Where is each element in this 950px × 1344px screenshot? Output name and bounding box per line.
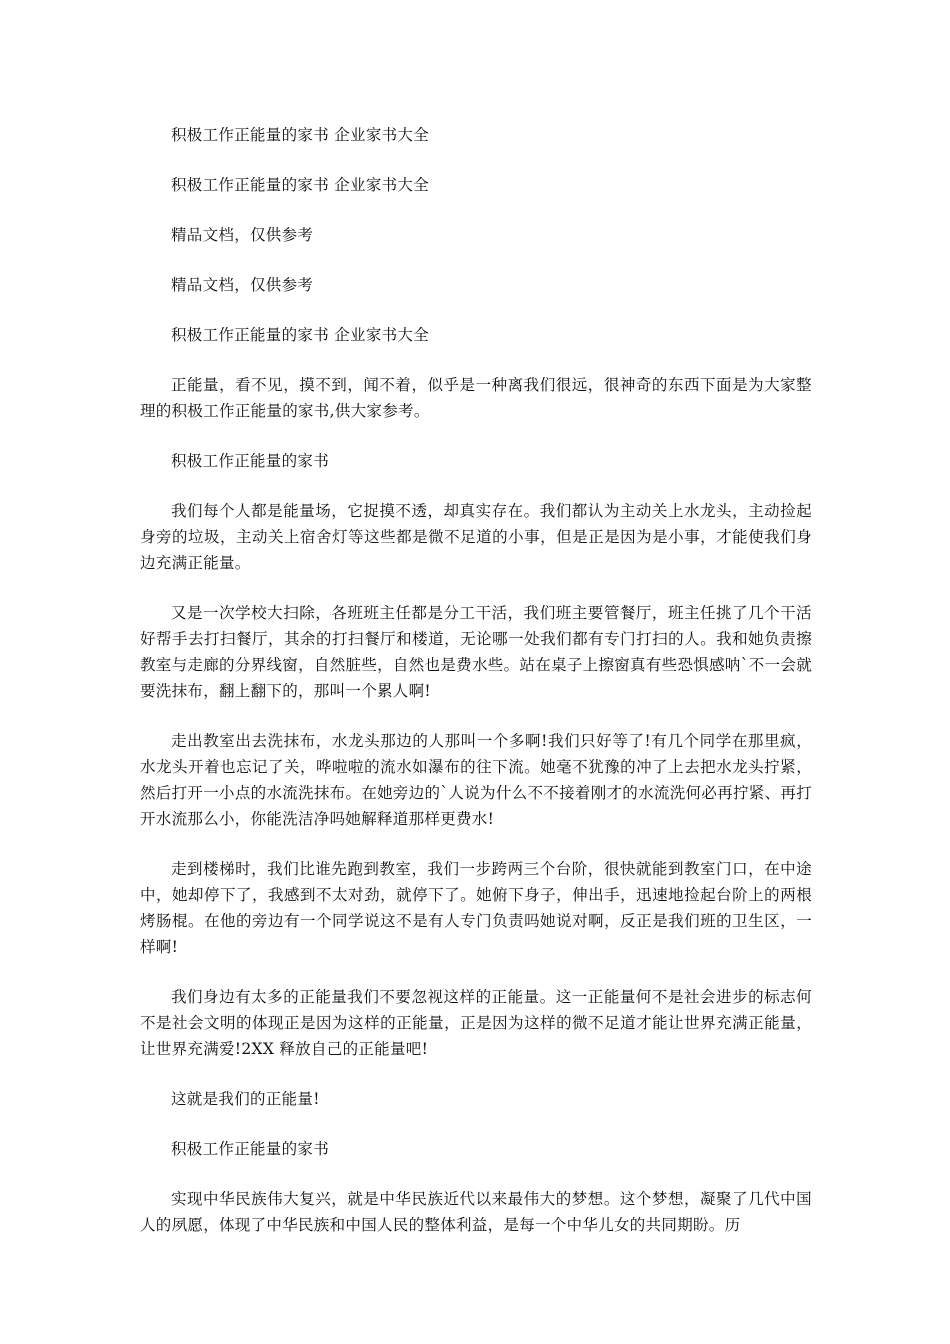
intro-paragraph: 正能量，看不见，摸不到，闻不着，似乎是一种离我们很远，很神奇的东西下面是为大家整理的积极工作正能量的家书,供大家参考。 <box>140 376 812 420</box>
body-paragraph: 走到楼梯时，我们比谁先跑到教室，我们一步跨两三个台阶，很快就能到教室门口，在中途中，她却停下了，我感到不太对劲，就停下了。她俯下身子，伸出手，迅速地捡起台阶上的两根烤肠棍。在他的旁边有一个同学说这不是有人专门负责吗她说对啊，反正是我们班的卫生区，一样啊! <box>140 860 812 956</box>
header-title-line: 积极工作正能量的家书 企业家书大全 <box>171 126 430 144</box>
disclaimer-line: 精品文档，仅供参考 <box>171 276 314 294</box>
document-body <box>140 122 812 1262</box>
header-title-line: 积极工作正能量的家书 企业家书大全 <box>171 176 430 194</box>
body-paragraph: 我们每个人都是能量场，它捉摸不透，却真实存在。我们都认为主动关上水龙头，主动捡起身旁的垃圾，主动关上宿舍灯等这些都是微不足道的小事，但是正是因为是小事，才能使我们身边充满正能量。 <box>140 502 812 572</box>
section-heading: 积极工作正能量的家书 <box>171 1140 330 1158</box>
document-title: 积极工作正能量的家书 企业家书大全 <box>171 326 430 344</box>
body-paragraph: 我们身边有太多的正能量我们不要忽视这样的正能量。这一正能量何不是社会进步的标志何不是社会文明的体现正是因为这样的正能量，正是因为这样的微不足道才能让世界充满正能量，让世界充满爱!2XX 释放自己的正能量吧! <box>140 988 812 1058</box>
body-paragraph: 走出教室出去洗抹布，水龙头那边的人那叫一个多啊!我们只好等了!有几个同学在那里疯，水龙头开着也忘记了关，哗啦啦的流水如瀑布的往下流。她毫不犹豫的冲了上去把水龙头拧紧，然后打开一小点的水流洗抹布。在她旁边的`人说为什么不不接着刚才的水流洗何必再拧紧、再打开水流那么小，你能洗洁净吗她解释道那样更费水! <box>140 732 812 828</box>
body-paragraph: 又是一次学校大扫除，各班班主任都是分工干活，我们班主要管餐厅，班主任挑了几个干活好帮手去打扫餐厅，其余的打扫餐厅和楼道，无论哪一处我们都有专门打扫的人。我和她负责擦教室与走廊的分界线窗，自然脏些，自然也是费水些。站在桌子上擦窗真有些恐惧感呐`不一会就要洗抹布，翻上翻下的，那叫一个累人啊! <box>140 604 812 700</box>
body-paragraph: 实现中华民族伟大复兴，就是中华民族近代以来最伟大的梦想。这个梦想，凝聚了几代中国人的夙愿，体现了中华民族和中国人民的整体利益，是每一个中华儿女的共同期盼。历 <box>140 1190 812 1234</box>
section-heading: 积极工作正能量的家书 <box>171 452 330 470</box>
disclaimer-line: 精品文档，仅供参考 <box>171 226 314 244</box>
body-paragraph: 这就是我们的正能量! <box>171 1090 320 1108</box>
